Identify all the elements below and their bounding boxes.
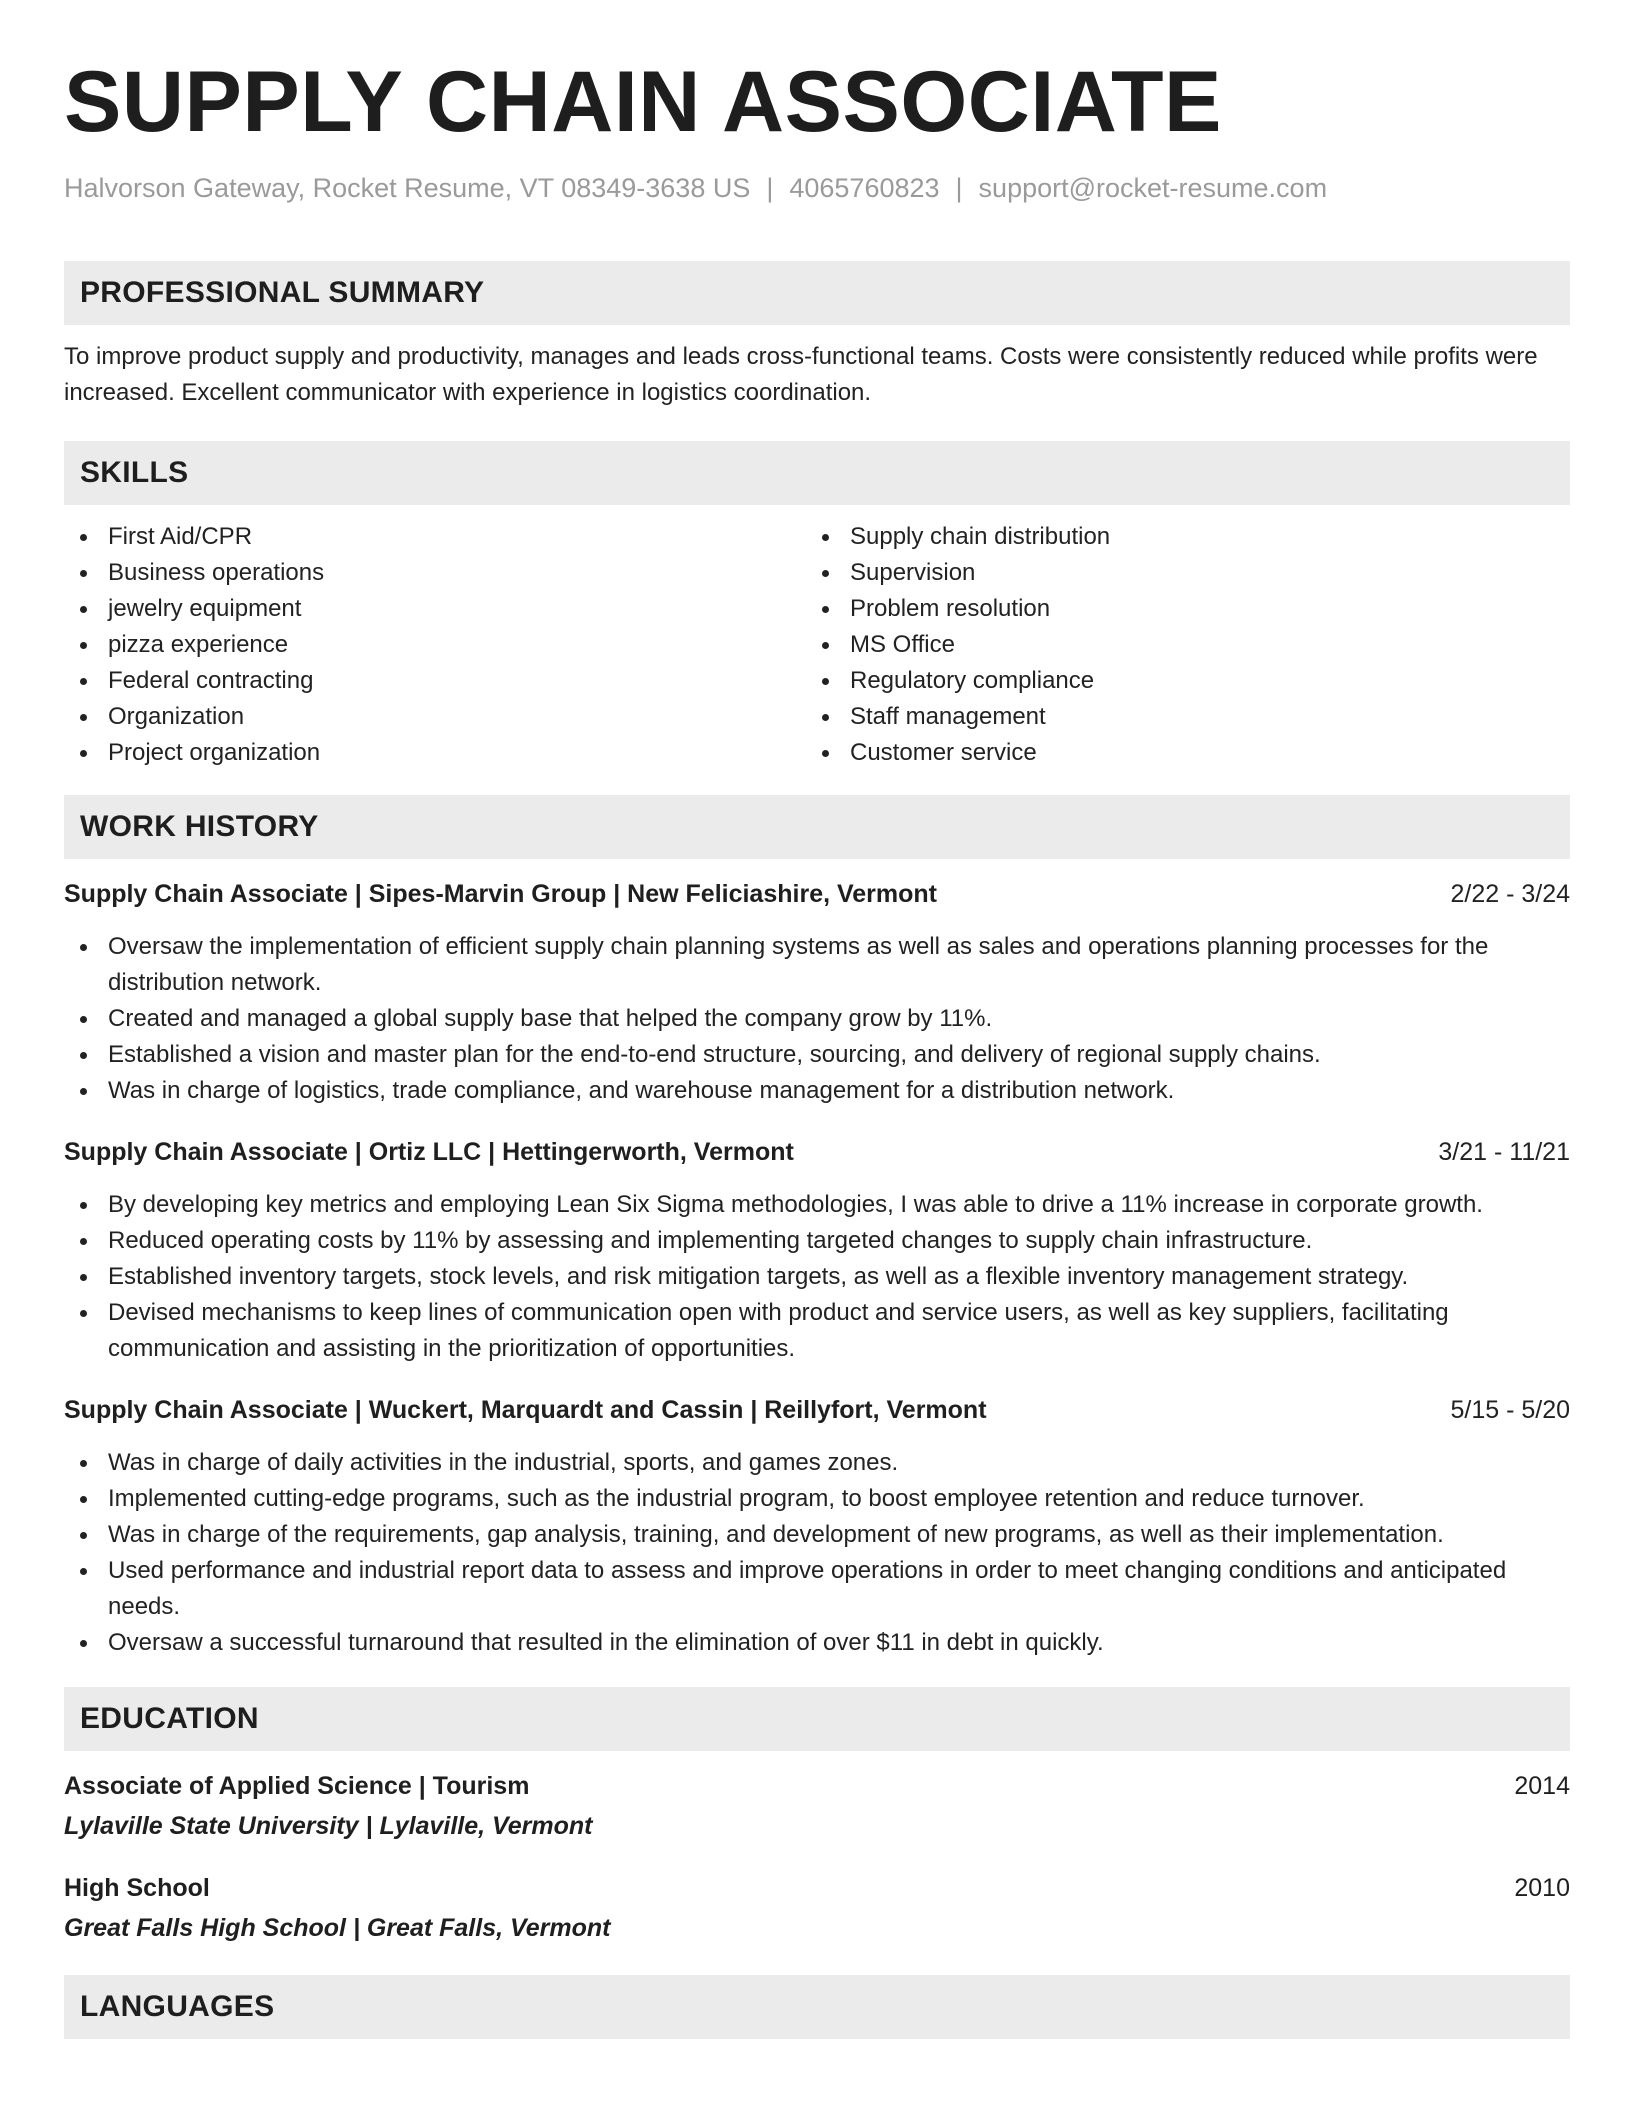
job-bullet: Was in charge of the requirements, gap analysis, training, and development of new programs, as well as their implementation. — [64, 1517, 1570, 1553]
contact-phone: 4065760823 — [789, 173, 940, 203]
job-bullets — [64, 1445, 1570, 1661]
job-heading: Supply Chain Associate | Ortiz LLC | Hettingerworth, Vermont — [64, 1138, 794, 1166]
job-dates: 3/21 - 11/21 — [1438, 1138, 1570, 1166]
skill-item: Problem resolution — [806, 591, 1548, 627]
education-heading-line — [64, 1871, 1570, 1905]
skill-item: First Aid/CPR — [64, 519, 806, 555]
education-heading-line — [64, 1769, 1570, 1803]
job-heading-line — [64, 877, 1570, 911]
section-header-education: EDUCATION — [64, 1687, 1570, 1751]
job-entry — [64, 877, 1570, 1109]
education-entry — [64, 1769, 1570, 1843]
skill-item: Regulatory compliance — [806, 663, 1548, 699]
skill-item: Project organization — [64, 735, 806, 771]
job-bullets — [64, 929, 1570, 1109]
education-school: Great Falls High School | Great Falls, Vermont — [64, 1914, 611, 1942]
job-heading-line — [64, 1135, 1570, 1169]
education-year: 2010 — [1514, 1874, 1570, 1902]
skill-item: Organization — [64, 699, 806, 735]
job-bullet: Implemented cutting-edge programs, such as the industrial program, to boost employee retention and reduce turnover. — [64, 1481, 1570, 1517]
skill-item: Staff management — [806, 699, 1548, 735]
section-header-work-history: WORK HISTORY — [64, 795, 1570, 859]
contact-separator: | — [955, 173, 963, 203]
job-bullet: Devised mechanisms to keep lines of communication open with product and service users, as well as key suppliers, facilitating communication and assisting in the prioritization of opportunities. — [64, 1295, 1570, 1367]
skill-item: jewelry equipment — [64, 591, 806, 627]
education-entry — [64, 1871, 1570, 1945]
skill-item: MS Office — [806, 627, 1548, 663]
job-bullet: Reduced operating costs by 11% by assessing and implementing targeted changes to supply chain infrastructure. — [64, 1223, 1570, 1259]
skills-list — [64, 519, 1570, 771]
skill-item: Supply chain distribution — [806, 519, 1548, 555]
job-entry — [64, 1135, 1570, 1367]
candidate-name: SUPPLY CHAIN ASSOCIATE — [64, 54, 1222, 150]
skill-item: Supervision — [806, 555, 1548, 591]
skills-column-left — [64, 519, 806, 771]
job-bullet: Established a vision and master plan for the end-to-end structure, sourcing, and delivery of regional supply chains. — [64, 1037, 1570, 1073]
job-heading: Supply Chain Associate | Wuckert, Marquardt and Cassin | Reillyfort, Vermont — [64, 1396, 987, 1424]
contact-address: Halvorson Gateway, Rocket Resume, VT 08349-3638 US — [64, 173, 751, 203]
skills-column-right — [806, 519, 1548, 771]
education-school: Lylaville State University | Lylaville, Vermont — [64, 1812, 593, 1840]
job-bullet: By developing key metrics and employing Lean Six Sigma methodologies, I was able to drive a 11% increase in corporate growth. — [64, 1187, 1570, 1223]
skill-item: Federal contracting — [64, 663, 806, 699]
job-bullet: Created and managed a global supply base that helped the company grow by 11%. — [64, 1001, 1570, 1037]
job-bullet: Was in charge of daily activities in the industrial, sports, and games zones. — [64, 1445, 1570, 1481]
job-bullet: Was in charge of logistics, trade compliance, and warehouse management for a distribution network. — [64, 1073, 1570, 1109]
job-bullet: Oversaw a successful turnaround that resulted in the elimination of over $11 in debt in quickly. — [64, 1625, 1570, 1661]
job-dates: 5/15 - 5/20 — [1450, 1396, 1570, 1424]
job-bullets — [64, 1187, 1570, 1367]
job-heading-line — [64, 1393, 1570, 1427]
summary-text: To improve product supply and productivity, manages and leads cross-functional teams. Costs were consistently reduced while profits were increased. Excellent communicator with experience in logistics coordination. — [64, 343, 1538, 406]
skill-item: pizza experience — [64, 627, 806, 663]
job-bullet: Established inventory targets, stock levels, and risk mitigation targets, as well as a flexible inventory management strategy. — [64, 1259, 1570, 1295]
section-header-skills: SKILLS — [64, 441, 1570, 505]
job-bullet: Oversaw the implementation of efficient supply chain planning systems as well as sales and operations planning processes for the distribution network. — [64, 929, 1570, 1001]
education-degree: High School — [64, 1874, 210, 1902]
job-entry — [64, 1393, 1570, 1661]
contact-line — [64, 170, 1570, 206]
contact-email: support@rocket-resume.com — [978, 173, 1328, 203]
education-degree: Associate of Applied Science | Tourism — [64, 1772, 530, 1800]
job-dates: 2/22 - 3/24 — [1450, 880, 1570, 908]
job-heading: Supply Chain Associate | Sipes-Marvin Group | New Feliciashire, Vermont — [64, 880, 938, 908]
section-header-languages: LANGUAGES — [64, 1975, 1570, 2039]
contact-separator: | — [766, 173, 774, 203]
education-year: 2014 — [1514, 1772, 1570, 1800]
job-bullet: Used performance and industrial report data to assess and improve operations in order to meet changing conditions and anticipated needs. — [64, 1553, 1570, 1625]
skill-item: Customer service — [806, 735, 1548, 771]
section-header-summary: PROFESSIONAL SUMMARY — [64, 261, 1570, 325]
skill-item: Business operations — [64, 555, 806, 591]
